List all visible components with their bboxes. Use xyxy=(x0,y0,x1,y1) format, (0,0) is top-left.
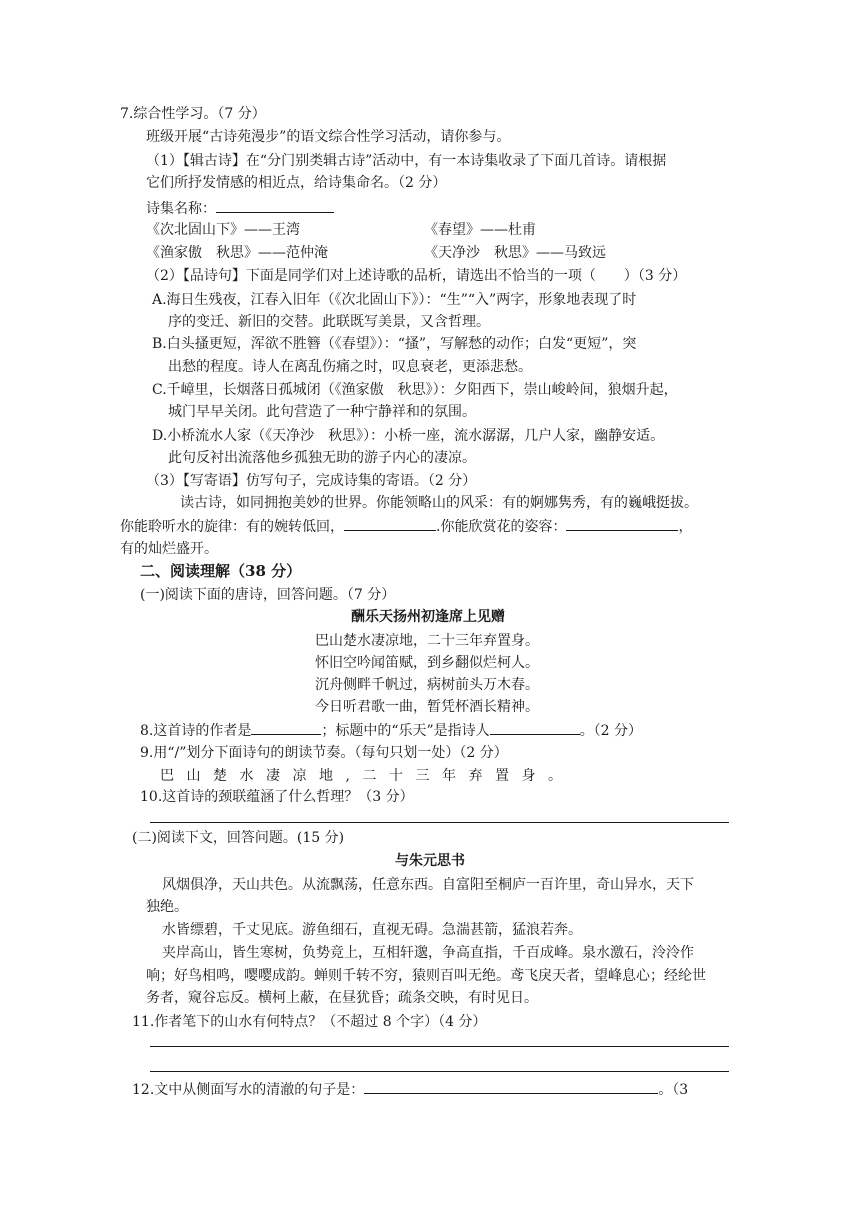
q9-prompt: 9.用“/”划分下面诗句的朗读节奏。（每句只划一处）（2 分） xyxy=(140,745,508,761)
author-blank[interactable] xyxy=(251,720,321,735)
prose-p3-line3: 务者，窥谷忘反。横柯上蔽，在昼犹昏；疏条交映，有时见日。 xyxy=(146,990,538,1006)
q10-prompt: 10.这首诗的颈联蕴涵了什么哲理？（3 分） xyxy=(140,789,414,805)
q11-answer-line-2[interactable] xyxy=(150,1071,729,1072)
poem-entry-3: 《渔家傲 秋思》——范仲淹 xyxy=(146,245,328,261)
section-reading-heading: 二、阅读理解（38 分） xyxy=(140,562,302,580)
collection-name-blank[interactable] xyxy=(216,198,334,213)
q7-s3-heading: （3）【写寄语】仿写句子，完成诗集的寄语。（2 分） xyxy=(146,473,477,489)
q11-answer-line-1[interactable] xyxy=(150,1046,729,1047)
q9-verse: 巴山楚水凄凉地,二十三年弃置身。 xyxy=(160,768,575,784)
sub1-intro: (一)阅读下面的唐诗，回答问题。（7 分） xyxy=(140,587,396,603)
collection-name-row xyxy=(146,198,334,219)
q7-intro: 班级开展“古诗苑漫步”的语文综合性学习活动，请你参与。 xyxy=(146,129,511,145)
q8-row: 8.这首诗的作者是 ；标题中的“乐天”是指诗人 。（2 分） xyxy=(140,720,642,741)
sub2-intro: (二)阅读下文，回答问题。(15 分) xyxy=(132,830,345,846)
prose-p1-line1: 风烟俱净，天山共色。从流飘荡，任意东西。自富阳至桐庐一百许里，奇山异水，天下 xyxy=(162,877,694,893)
option-d-line2: 此句反衬出流落他乡孤独无助的游子内心的凄凉。 xyxy=(168,450,476,466)
poem-entry-4: 《天净沙 秋思》——马致远 xyxy=(424,245,606,261)
q7-s3-line1: 读古诗，如同拥抱美妙的世界。你能领略山的风采：有的婀娜隽秀，有的巍峨挺拔。 xyxy=(180,495,698,511)
q10-answer-line[interactable] xyxy=(150,822,729,823)
option-d-line1: D.小桥流水人家（《天净沙 秋思》）：小桥一座，流水潺潺，几户人家，幽静安适。 xyxy=(152,428,665,444)
prose-p1-line2: 独绝。 xyxy=(146,899,188,915)
prose-p3-line1: 夹岸高山，皆生寒树，负势竞上，互相轩邈，争高直指，千百成峰。泉水激石，泠泠作 xyxy=(162,945,694,961)
q7-s1-line2: 它们所抒发情感的相近点，给诗集命名。（2 分） xyxy=(146,175,447,191)
option-b-line1: B.白头搔更短，浑欲不胜簪（《春望》）：“搔”，写解愁的动作；白发“更短”，突 xyxy=(152,336,637,352)
poem-entry-1: 《次北固山下》——王湾 xyxy=(146,222,300,238)
poem-line-2: 怀旧空吟闻笛赋，到乡翻似烂柯人。 xyxy=(315,655,539,671)
q7-heading: 7.综合性学习。（7 分） xyxy=(120,106,266,122)
q12-row: 12.文中从侧面写水的清澈的句子是： 。（3 xyxy=(132,1079,688,1100)
q7-s2-heading: （2）【品诗句】下面是同学们对上述诗歌的品析，请选出不恰当的一项（ ）（3 分） xyxy=(146,268,687,284)
collection-name-label: 诗集名称： xyxy=(146,201,216,217)
option-b-line2: 出愁的程度。诗人在离乱伤痛之时，叹息衰老，更添悲愁。 xyxy=(168,359,532,375)
poem-line-3: 沉舟侧畔千帆过，病树前头万木春。 xyxy=(315,677,539,693)
poet-name-blank[interactable] xyxy=(490,720,580,735)
poem-line-4: 今日听君歌一曲，暂凭杯酒长精神。 xyxy=(315,699,539,715)
option-c-line2: 城门早早关闭。此句营造了一种宁静祥和的氛围。 xyxy=(168,404,476,420)
prose-p2: 水皆缥碧，千丈见底。游鱼细石，直视无碍。急湍甚箭，猛浪若奔。 xyxy=(162,922,582,938)
q7-s3-line2: 你能聆听水的旋律：有的婉转低回， .你能欣赏花的姿容： ， xyxy=(120,516,692,537)
q7-s1-line1: （1）【辑古诗】在“分门别类辑古诗”活动中，有一本诗集收录了下面几首诗。请根据 xyxy=(146,153,667,169)
imitation-blank-1[interactable] xyxy=(344,516,436,531)
poem-entry-2: 《春望》——杜甫 xyxy=(424,222,536,238)
poem-line-1: 巴山楚水凄凉地，二十三年弃置身。 xyxy=(315,633,539,649)
poem-title: 酬乐天扬州初逢席上见赠 xyxy=(351,609,505,625)
q7-s3-line3: 有的灿烂盛开。 xyxy=(120,541,218,557)
option-a-line2: 序的变迁、新旧的交替。此联既写美景，又含哲理。 xyxy=(168,314,490,330)
option-c-line1: C.千嶂里，长烟落日孤城闭（《渔家傲 秋思》）：夕阳西下，崇山峻岭间，狼烟升起， xyxy=(152,382,678,398)
option-a-line1: A.海日生残夜，江春入旧年（《次北固山下》）：“生”“入”两字，形象地表现了时 xyxy=(152,292,637,308)
q11-prompt: 11.作者笔下的山水有何特点？（不超过 8 个字）（4 分） xyxy=(132,1014,487,1030)
imitation-blank-2[interactable] xyxy=(566,516,678,531)
prose-p3-line2: 响；好鸟相鸣，嘤嘤成韵。蝉则千转不穷，猿则百叫无绝。鸢飞戾天者，望峰息心；经纶世 xyxy=(146,968,706,984)
q12-answer-blank[interactable] xyxy=(364,1079,658,1094)
prose-title: 与朱元思书 xyxy=(395,853,465,869)
